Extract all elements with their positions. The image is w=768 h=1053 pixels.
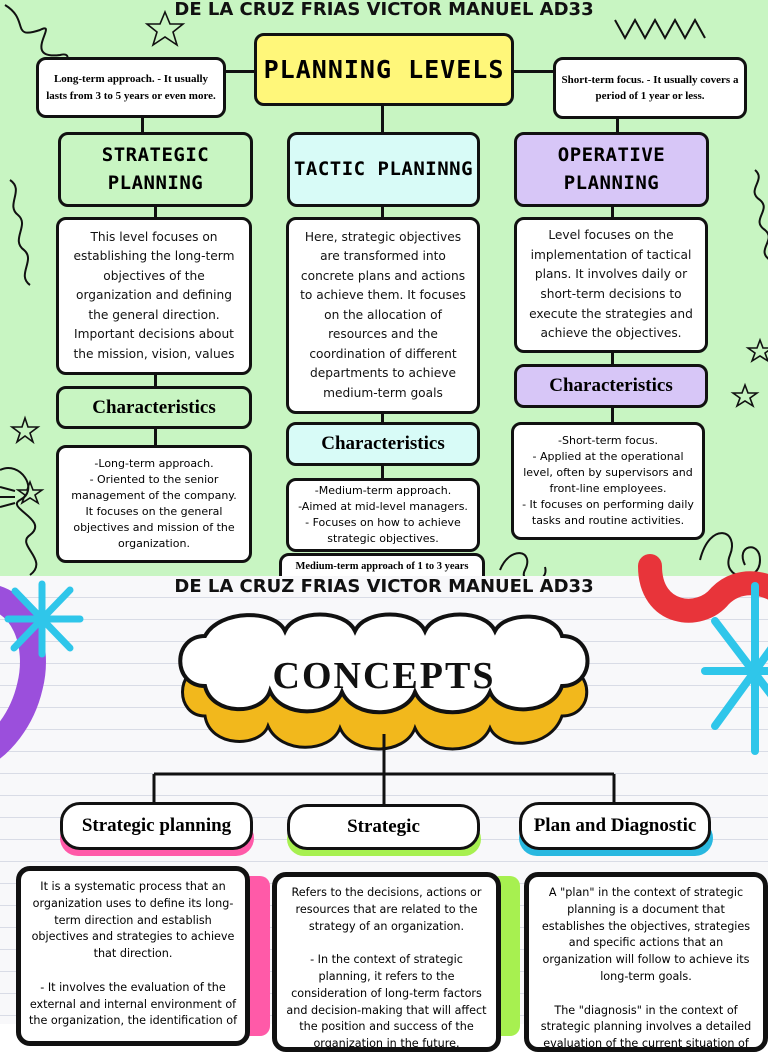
- operative-characteristics-label: Characteristics: [514, 364, 708, 408]
- connector-line: [611, 407, 614, 423]
- star-icon: [748, 340, 768, 361]
- medium-term-note: Medium-term approach of 1 to 3 years: [279, 553, 485, 593]
- strategic-card: Refers to the decisions, actions or resources that are related to the strategy of an organization. - In the context of strategic planning, it refers to the consideration of long-term factors and decision-making that will affect the position and success of the organization in the future.: [272, 872, 501, 1052]
- tree-connector: [154, 734, 614, 806]
- spiral-left: [10, 180, 30, 285]
- tactic-characteristics-label: Characteristics: [286, 422, 480, 466]
- zigzag-top-right: [615, 20, 705, 38]
- strategic-characteristics-label: Characteristics: [56, 386, 252, 429]
- connector-line: [381, 106, 384, 132]
- connector-line: [141, 118, 144, 132]
- tactic-characteristics: -Medium-term approach. -Aimed at mid-level managers. - Focuses on how to achieve strategic objectives.: [286, 478, 480, 552]
- star-icon: [733, 385, 757, 406]
- long-term-note: Long-term approach. - It usually lasts from 3 to 5 years or even more.: [36, 57, 226, 118]
- tactic-description: Here, strategic objectives are transformed into concrete plans and actions to achieve them. It focuses on the allocation of resources and the coordination of different departments to achieve medium-term goals: [286, 217, 480, 414]
- strategic-planning-card: It is a systematic process that an organization uses to define its long-term direction and establish objectives and strategies to achieve that direction. - It involves the evaluation of the external and internal environment of the organization, the identification of: [16, 866, 250, 1046]
- connector-line: [513, 70, 555, 73]
- tactic-planning-heading: TACTIC PLANINNG: [287, 132, 480, 207]
- plan-and-diagnostic-pill: Plan and Diagnostic: [519, 802, 711, 850]
- operative-planning-heading: OPERATIVE PLANNING: [514, 132, 709, 207]
- planning-levels-title: PLANNING LEVELS: [254, 33, 514, 106]
- strategic-planning-pill: Strategic planning: [60, 802, 253, 850]
- loops-bottom-right: [700, 533, 760, 576]
- star-icon: [12, 418, 38, 442]
- strategic-pill: Strategic: [287, 804, 480, 850]
- dashes-left: [0, 487, 15, 507]
- connector-line: [381, 465, 384, 479]
- connector-line: [223, 70, 258, 73]
- concepts-title: CONCEPTS: [272, 655, 496, 697]
- spiral-right: [755, 170, 768, 260]
- strategic-characteristics: -Long-term approach. - Oriented to the senior management of the company. It focuses on the general objectives and mission of the organization.: [56, 445, 252, 563]
- connector-line: [154, 428, 157, 446]
- operative-characteristics: -Short-term focus. - Applied at the operational level, often by supervisors and front-line employees. - It focuses on performing daily tasks and routine activities.: [511, 422, 705, 540]
- strategic-description: This level focuses on establishing the long-term objectives of the organization and defining the general direction. Important decisions about the mission, vision, values: [56, 217, 252, 375]
- operative-description: Level focuses on the implementation of tactical plans. It involves daily or short-term decisions to execute the strategies and achieve the objectives.: [514, 217, 708, 353]
- short-term-note: Short-term focus. - It usually covers a period of 1 year or less.: [553, 57, 747, 119]
- author-name: DE LA CRUZ FRIAS VICTOR MANUEL AD33: [174, 0, 594, 20]
- plan-and-diagnostic-card: A "plan" in the context of strategic planning is a document that establishes the objectives, strategies and specific actions that an organization will follow to achieve its long-term goals. The "diagnosis" in the context of strategic planning involves a detailed evaluation of the current situation of: [524, 872, 768, 1052]
- author-name: DE LA CRUZ FRIAS VICTOR MANUEL AD33: [174, 576, 594, 597]
- strategic-planning-heading: STRATEGIC PLANNING: [58, 132, 253, 207]
- concepts-panel: [0, 576, 768, 1051]
